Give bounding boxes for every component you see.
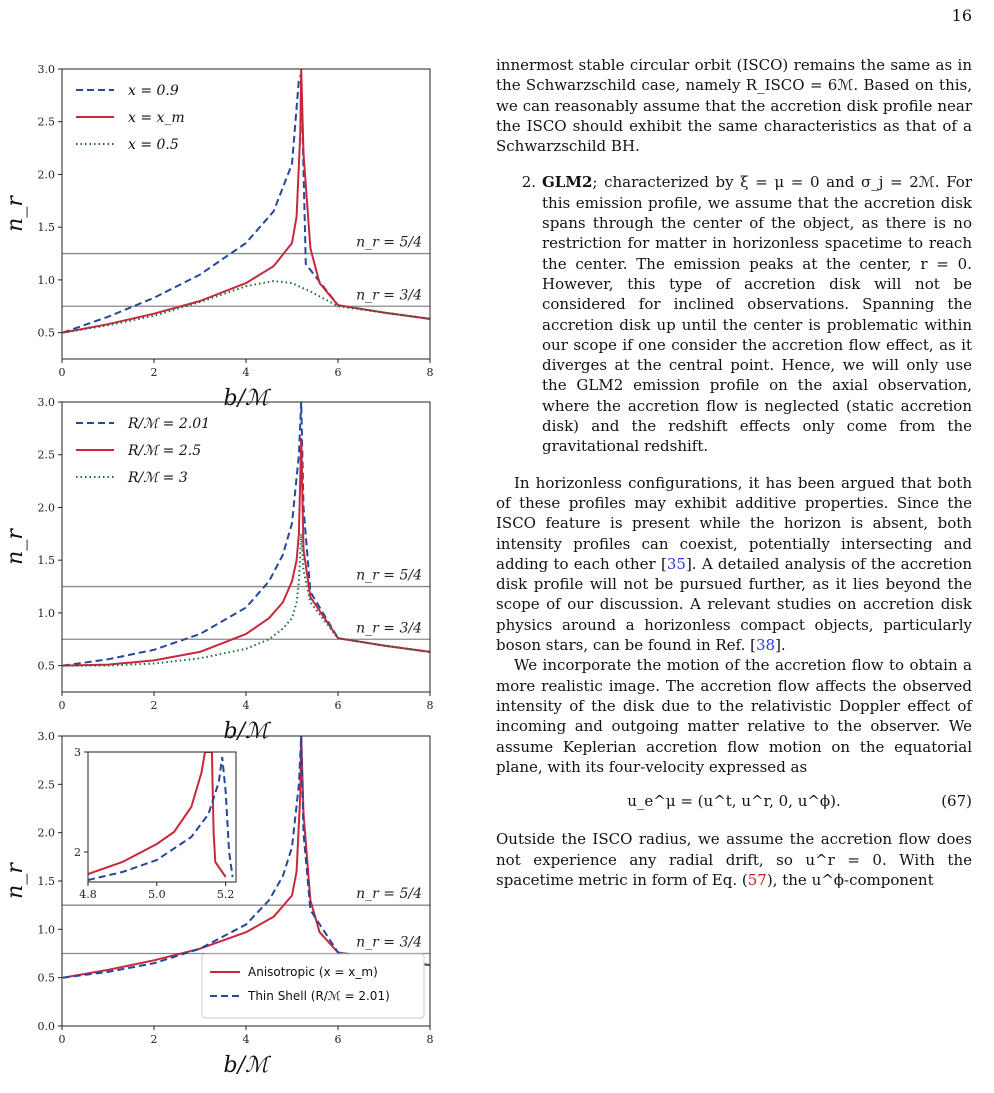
x-axis-label: b/ℳ (223, 719, 269, 744)
equation-number: (67) (941, 792, 972, 811)
x-tick-label: 6 (334, 1033, 342, 1046)
inset-x-tick-label: 4.8 (79, 888, 97, 901)
paragraph-accretion-flow: We incorporate the motion of the accretion flow to obtain a more realistic image. The accretion flow affects the observed intensity of the disk due to the relativistic Doppler effect of incoming and outgoing matter relative to the observer. We assume Keplerian accretion flow motion on the equatorial plane, with its four-velocity expressed as (496, 656, 972, 776)
paragraph-horizonless (496, 473, 972, 656)
list-item-number: 2. (521, 173, 536, 192)
y-tick-label: 1.5 (37, 221, 55, 235)
y-axis-label: n_r (3, 863, 28, 899)
legend-entry: R/ℳ = 2.5 (128, 443, 202, 459)
list-item-glm2 (496, 172, 972, 456)
paragraph-text-b: ), the u^ϕ-component (766, 870, 934, 889)
x-tick-label: 4 (242, 699, 250, 712)
reference-line-label: n_r = 3/4 (356, 287, 422, 304)
x-tick-label: 0 (58, 1033, 66, 1046)
paragraph-text-a: Outside the ISCO radius, we assume the accretion flow does not experience any radial drift, so u^r = 0. With the spacetime metric in form of Eq. ( (496, 830, 972, 889)
x-tick-label: 0 (58, 366, 66, 379)
equation-body: u_e^μ = (u^t, u^r, 0, u^ϕ). (627, 792, 841, 811)
legend-entry: R/ℳ = 3 (128, 470, 188, 486)
legend-entry: R/ℳ = 2.01 (128, 416, 211, 432)
text-column (496, 55, 972, 890)
reference-line-label: n_r = 5/4 (356, 886, 422, 903)
y-tick-label: 3.0 (37, 63, 55, 76)
reference-line-label: n_r = 3/4 (356, 934, 422, 951)
x-tick-label: 6 (334, 699, 342, 712)
citation-link-35[interactable]: 35 (666, 554, 686, 573)
paragraph-text-c: ]. (775, 636, 786, 655)
y-axis-label: n_r (3, 196, 28, 232)
x-tick-label: 2 (150, 1033, 158, 1046)
y-tick-label: 1.0 (37, 923, 55, 937)
legend-entry: Anisotropic (x = x_m) (248, 965, 378, 979)
x-tick-label: 2 (150, 366, 158, 379)
chart-panel-2 (3, 396, 434, 744)
y-tick-label: 0.5 (37, 659, 55, 673)
y-tick-label: 2.0 (37, 501, 55, 515)
y-tick-label: 2.5 (37, 778, 55, 792)
legend (76, 83, 185, 153)
reference-line-label: n_r = 3/4 (356, 620, 422, 637)
inset-y-tick-label: 3 (74, 746, 81, 759)
reference-line-label: n_r = 5/4 (356, 234, 422, 251)
y-tick-label: 0.5 (37, 326, 55, 340)
legend-entry: x = x_m (128, 110, 185, 126)
citation-link-38[interactable]: 38 (755, 636, 776, 655)
paragraph-isco: innermost stable circular orbit (ISCO) remains the same as in the Schwarzschild case, namely R_ISCO = 6ℳ. Based on this, we can reasonably assume that the accretion disk profile near the ISCO should exhibit the same characteristics as that of a Schwarzschild BH. (496, 56, 972, 156)
paragraph-text-a: In horizonless configurations, it has been argued that both of these profiles may exhibit additive properties. Since the ISCO feature is present while the horizon is absent, both intensity profiles can coexist, potentially intersecting and adding to each other [ (496, 473, 972, 573)
equation-67 (496, 791, 972, 811)
x-tick-label: 8 (426, 366, 434, 379)
y-tick-label: 1.5 (37, 875, 55, 888)
series-line (63, 534, 430, 666)
y-tick-label: 3.0 (37, 396, 55, 409)
chart-panel-1 (3, 63, 434, 411)
list-item-title: GLM2 (542, 173, 593, 192)
inset-x-tick-label: 5.2 (216, 888, 235, 901)
equation-ref-link-57[interactable]: 57 (747, 870, 767, 889)
legend-entry: x = 0.5 (128, 137, 179, 153)
y-tick-label: 0.5 (37, 971, 55, 985)
x-axis-label: b/ℳ (223, 386, 269, 411)
inset-x-tick-label: 5.0 (148, 888, 166, 901)
inset-y-tick-label: 2 (74, 846, 81, 859)
x-tick-label: 4 (242, 1033, 250, 1046)
x-tick-label: 8 (426, 1033, 434, 1046)
y-tick-label: 2.5 (37, 448, 55, 462)
axes-frame (62, 69, 430, 359)
inset-chart (74, 746, 236, 901)
legend-entry: Thin Shell (R/ℳ = 2.01) (248, 989, 390, 1003)
x-tick-label: 0 (58, 699, 66, 712)
legend (202, 954, 424, 1018)
x-tick-label: 8 (426, 699, 434, 712)
y-tick-label: 1.0 (37, 273, 55, 287)
y-tick-label: 1.5 (37, 554, 55, 568)
chart-panel-3 (3, 730, 434, 1078)
x-tick-label: 6 (334, 366, 342, 379)
y-tick-label: 3.0 (37, 730, 55, 743)
x-tick-label: 4 (242, 366, 250, 379)
legend (76, 416, 210, 486)
legend-box (202, 954, 424, 1018)
figure-panels-svg (0, 55, 460, 1085)
y-axis-label: n_r (3, 529, 28, 565)
y-tick-label: 2.5 (37, 115, 55, 129)
y-tick-label: 2.0 (37, 826, 55, 840)
x-tick-label: 2 (150, 699, 158, 712)
x-axis-label: b/ℳ (223, 1053, 269, 1078)
y-tick-label: 0.0 (37, 1020, 55, 1033)
legend-entry: x = 0.9 (128, 83, 179, 99)
list-item-text: ; characterized by ξ = μ = 0 and σ_j = 2ℳ. For this emission profile, we assume that the accretion disk spans through the center of the object, as there is no restriction for matter in horizonless spacetime to reach the center. The emission peaks at the center, r = 0. However, this type of accretion disk will not be considered for inclined observations. Spanning the accretion disk up until the center is problematic within our scope if one consider the accretion flow effect, as it diverges at the central point. Hence, we will only use the GLM2 emission profile on the axial observation, where the accretion flow is neglected (static accretion disk) and the redshift effects only come from the gravitational redshift. (542, 173, 972, 456)
reference-line-label: n_r = 5/4 (356, 567, 422, 584)
paragraph-text-b: ]. A detailed analysis of the accretion disk profile will not be pursued further, as it lies beyond the scope of our discussion. A relevant studies on accretion disk physics around a horizonless compact objects, particularly boson stars, can be found in Ref. [ (496, 554, 972, 655)
paragraph-isco-radial (496, 829, 972, 890)
page-number: 16 (951, 6, 972, 25)
y-tick-label: 2.0 (37, 168, 55, 182)
figure-refractive-index (0, 55, 460, 1085)
y-tick-label: 1.0 (37, 606, 55, 620)
